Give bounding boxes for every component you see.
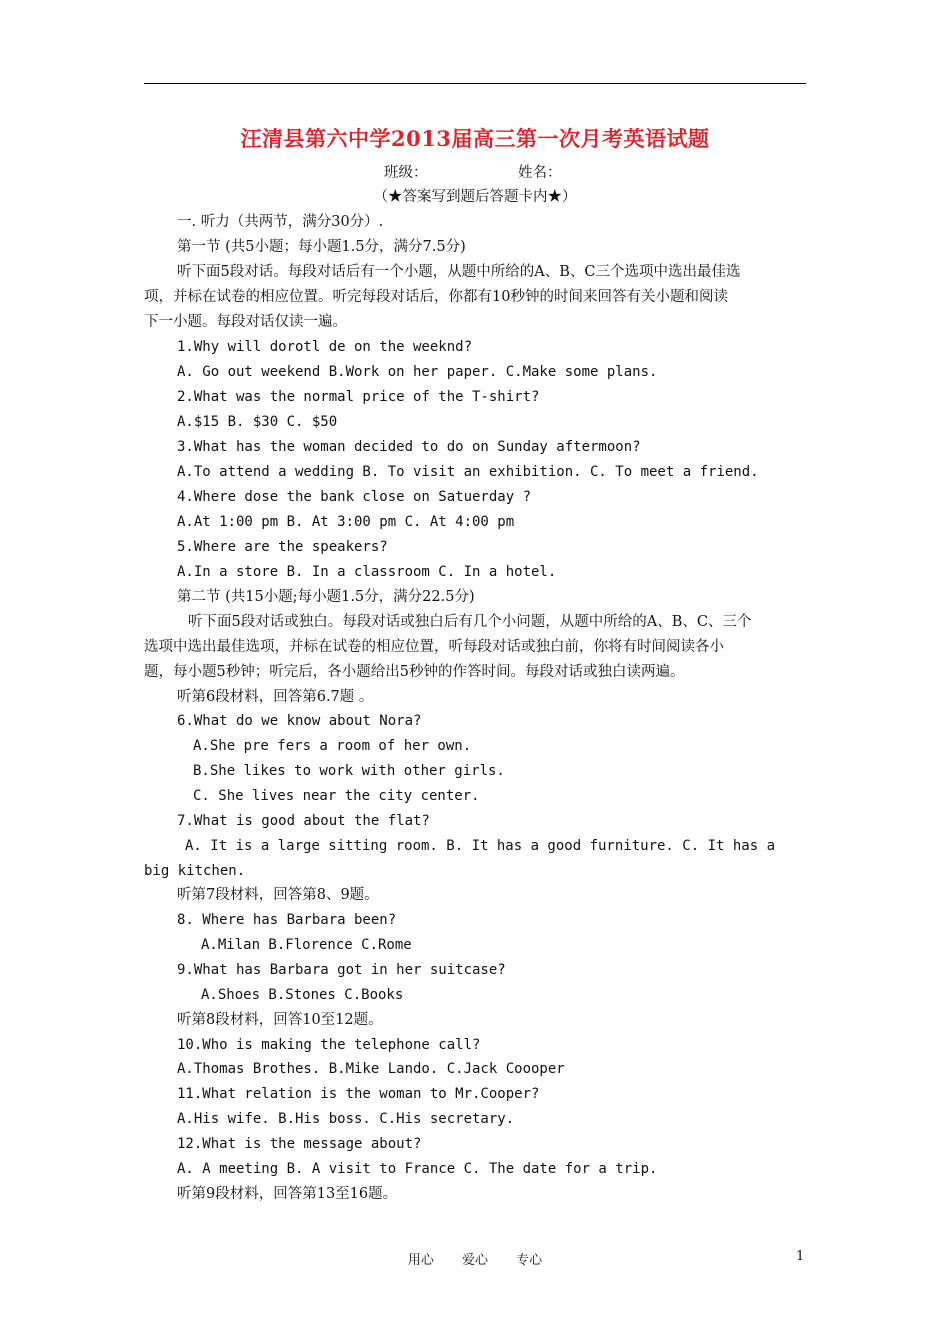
exam-line: 听第6段材料，回答第6.7题 。 [177,689,374,705]
exam-line: A.Shoes B.Stones C.Books [201,987,404,1003]
exam-line: 3.What has the woman decided to do on Sunday aftermoon? [177,439,641,455]
name-label: 姓名： [518,165,562,181]
exam-line: 4.Where dose the bank close on Satuerday ? [177,489,532,505]
exam-line: 一. 听力（共两节，满分30分）. [177,214,384,230]
exam-line: 听第9段材料，回答第13至16题。 [177,1186,398,1202]
exam-line: 8. Where has Barbara been? [177,912,397,928]
exam-line: A.At 1:00 pm B. At 3:00 pm C. At 4:00 pm [177,514,515,530]
exam-line: A. Go out weekend B.Work on her paper. C.Make some plans. [177,364,658,380]
exam-line: 下一小题。每段对话仅读一遍。 [144,314,347,330]
exam-line: big kitchen. [144,863,246,879]
exam-line: A.She pre fers a room of her own. [193,738,472,754]
exam-line: A. It is a large sitting room. B. It has a good furniture. C. It has a [185,838,776,854]
exam-line: A.Thomas Brothes. B.Mike Lando. C.Jack Coooper [177,1061,565,1077]
exam-line: 听下面5段对话或独白。每段对话或独白后有几个小问题，从题中所给的A、B、C、三个 [188,614,752,630]
page-number: 1 [796,1249,805,1264]
exam-line: 1.Why will dorotl de on the weeknd? [177,339,473,355]
exam-line: 听第8段材料，回答10至12题。 [177,1012,383,1028]
exam-line: 听下面5段对话。每段对话后有一个小题，从题中所给的A、B、C三个选项中选出最佳选 [177,264,741,280]
exam-line: 7.What is good about the flat? [177,813,430,829]
exam-line: A.Milan B.Florence C.Rome [201,937,412,953]
exam-line: 题，每小题5秒钟；听完后，各小题给出5秒钟的作答时间。每段对话或独白读两遍。 [144,664,685,680]
page-footer: 用心 爱心 专心 [407,1253,543,1268]
header-rule [144,83,806,84]
exam-line: 10.Who is making the telephone call? [177,1037,481,1053]
exam-line: 5.Where are the speakers? [177,539,388,555]
class-label: 班级： [384,165,428,181]
exam-line: 9.What has Barbara got in her suitcase? [177,962,506,978]
exam-line: 11.What relation is the woman to Mr.Cooper? [177,1086,540,1102]
exam-line: 第一节 (共5小题；每小题1.5分，满分7.5分) [177,239,466,255]
exam-line: 项，并标在试卷的相应位置。听完每段对话后，你都有10秒钟的时间来回答有关小题和阅读 [144,289,728,305]
exam-line: 第二节 (共15小题;每小题1.5分，满分22.5分) [177,589,475,605]
exam-line: 选项中选出最佳选项，并标在试卷的相应位置，听每段对话或独白前，你将有时间阅读各小 [144,639,724,655]
exam-line: C. She lives near the city center. [193,788,480,804]
exam-line: 2.What was the normal price of the T-shirt? [177,389,540,405]
answer-notice: （★答案写到题后答题卡内★） [373,189,577,205]
exam-line: 12.What is the message about? [177,1136,422,1152]
exam-line: 听第7段材料，回答第8、9题。 [177,887,379,903]
exam-line: A.His wife. B.His boss. C.His secretary. [177,1111,515,1127]
page-title: 汪清县第六中学2013届高三第一次月考英语试题 [240,126,710,151]
exam-line: A. A meeting B. A visit to France C. The date for a trip. [177,1161,658,1177]
exam-line: A.In a store B. In a classroom C. In a hotel. [177,564,557,580]
exam-line: A.To attend a wedding B. To visit an exhibition. C. To meet a friend. [177,464,759,480]
exam-line: B.She likes to work with other girls. [193,763,505,779]
exam-line: 6.What do we know about Nora? [177,713,422,729]
exam-line: A.$15 B. $30 C. $50 [177,414,338,430]
